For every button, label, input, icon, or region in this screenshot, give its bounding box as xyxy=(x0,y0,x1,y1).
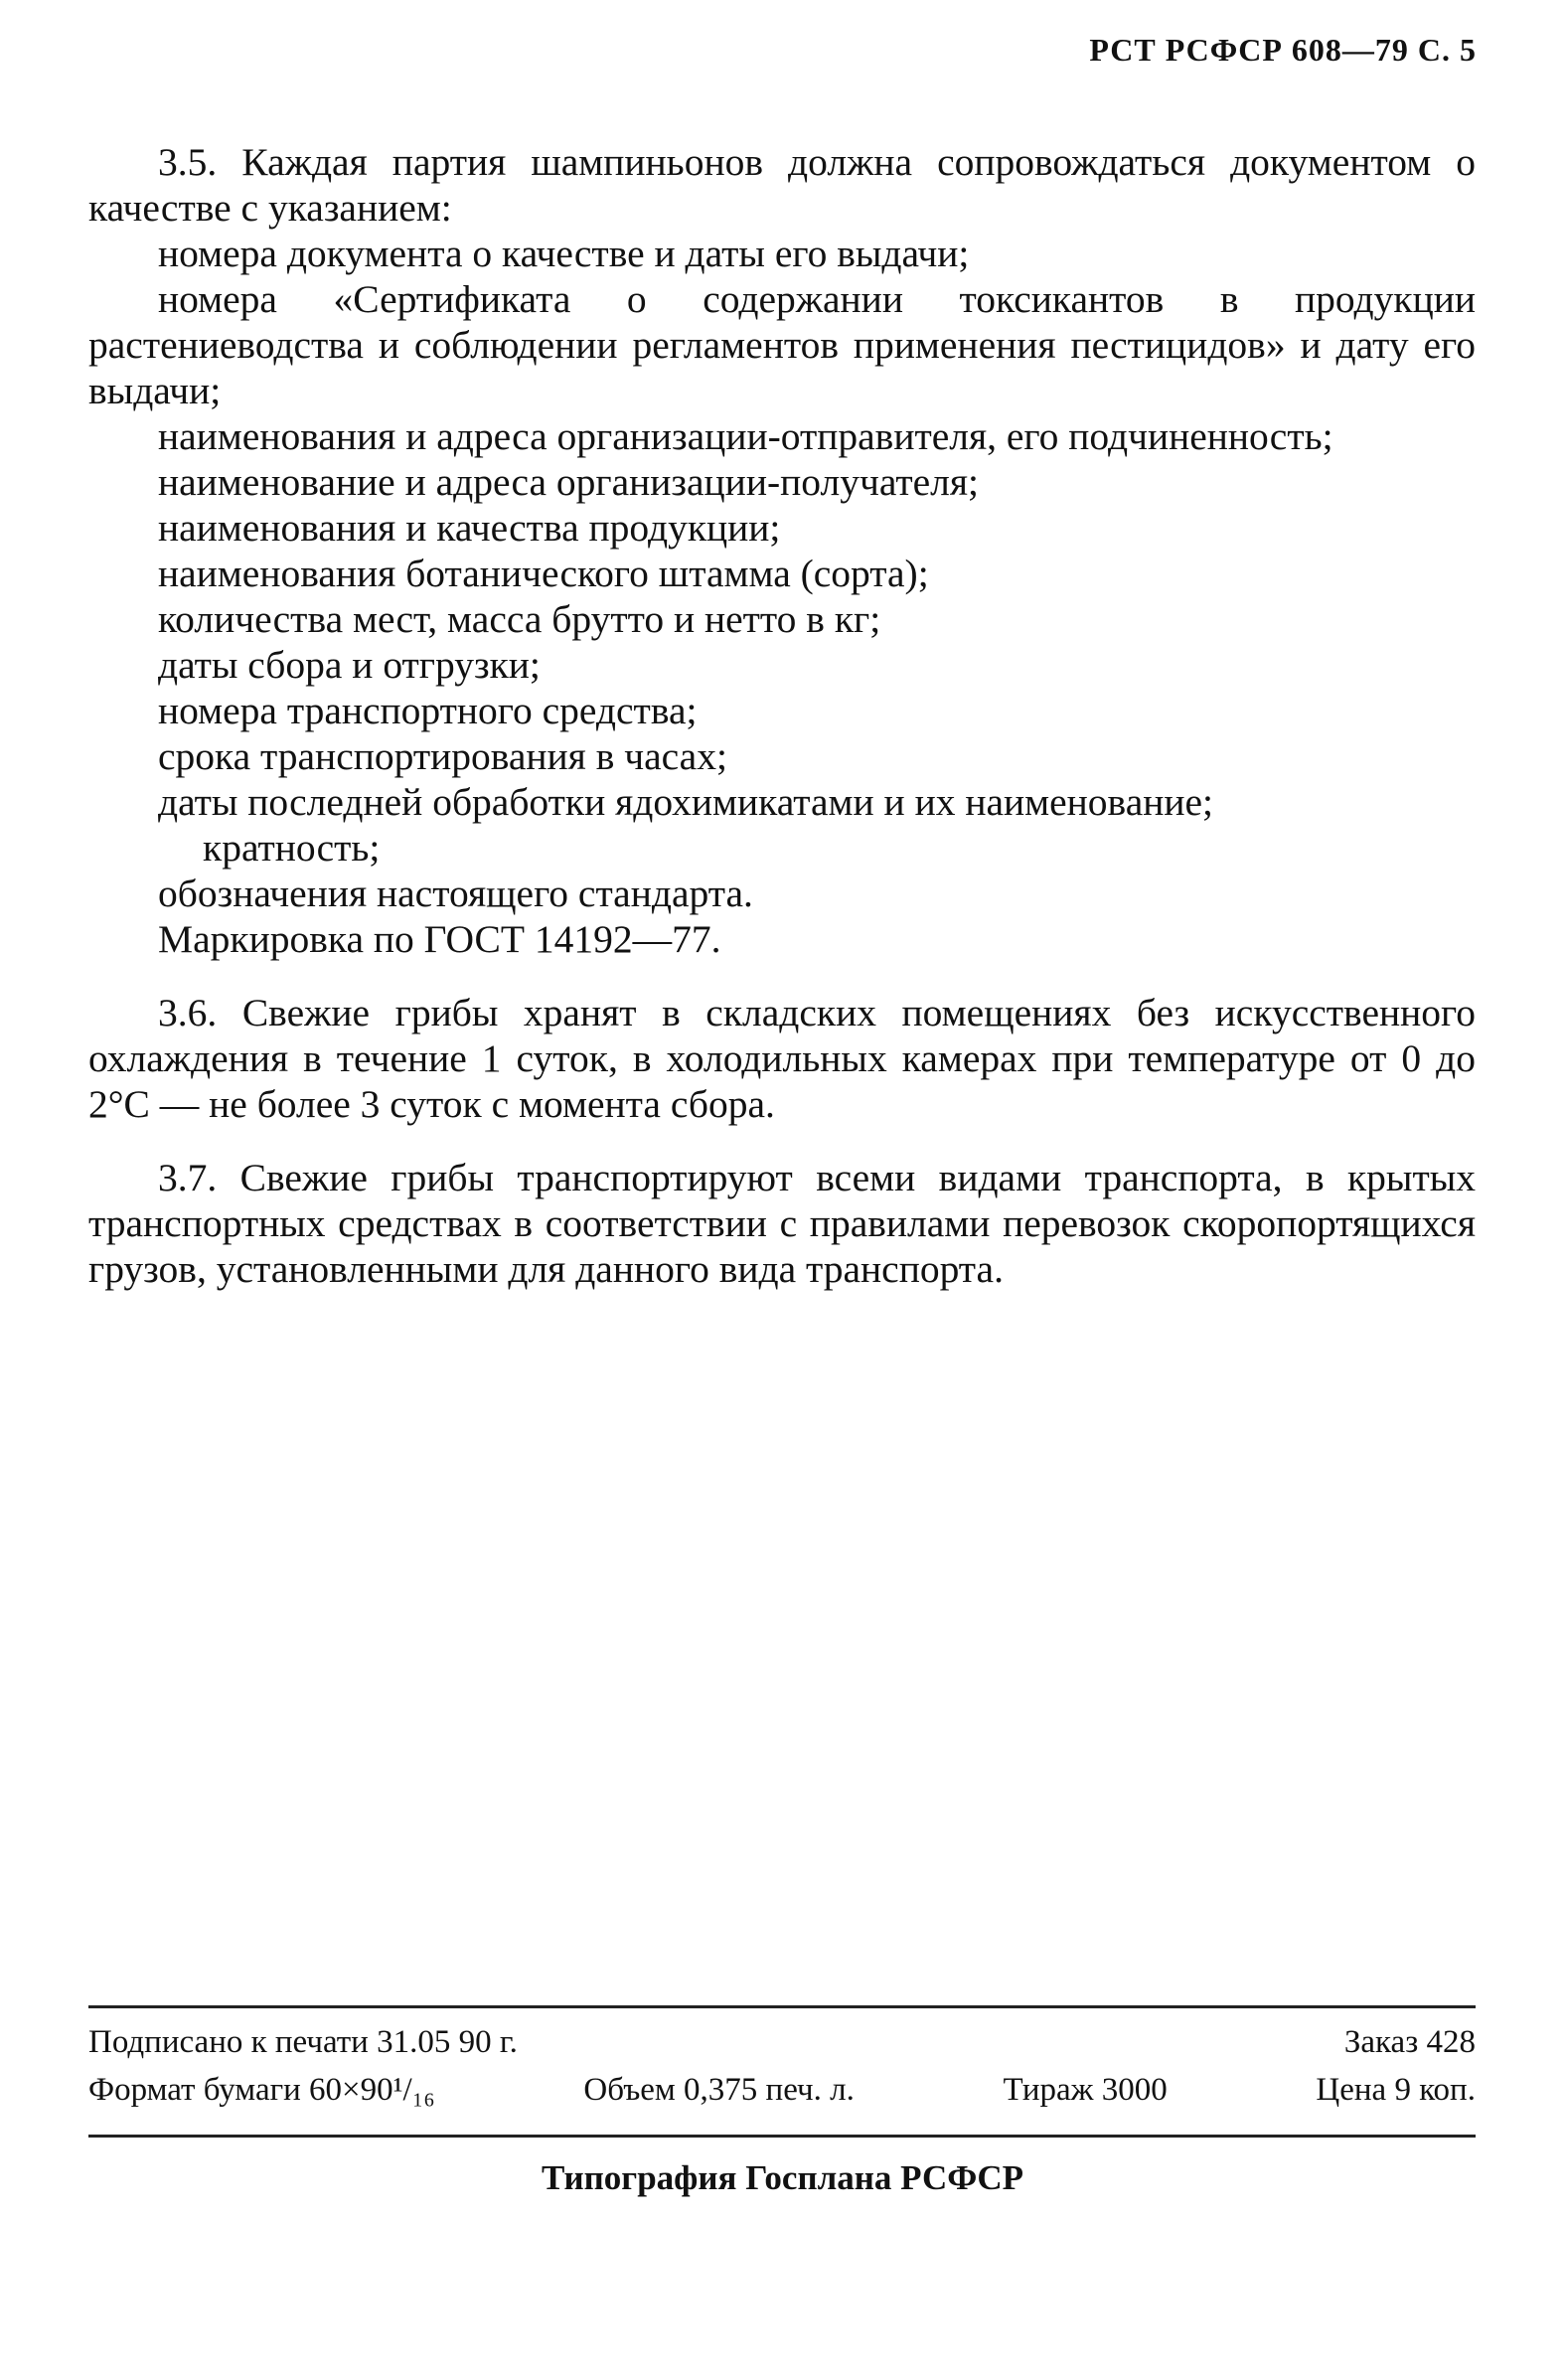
imprint-block xyxy=(88,2022,1476,2110)
list-item: номера транспортного средства; xyxy=(158,689,698,732)
imprint-bottom-rule xyxy=(88,2135,1476,2138)
list-item: даты последней обработки ядохимикатами и их наименование; xyxy=(158,780,1214,824)
list-item: наименование и адреса организации-получателя; xyxy=(158,460,979,504)
imprint-signed: Подписано к печати 31.05 90 г. xyxy=(88,2024,518,2060)
imprint-format: Формат бумаги 60×90¹/₁₆ xyxy=(88,2072,435,2108)
paragraph-3-7: 3.7. Свежие грибы транспортируют всеми видами транспорта, в крытых транспортных средствах в соответствии с правилами перевозок скоропортящихся грузов, установленными для данного вида транспорта. xyxy=(88,1156,1476,1291)
imprint-run: Тираж 3000 xyxy=(1003,2072,1168,2108)
paragraph-3-6: 3.6. Свежие грибы хранят в складских помещениях без искусственного охлаждения в течение 1 суток, в холодильных камерах при температуре от 0 до 2°С — не более 3 суток с момента сбора. xyxy=(88,991,1476,1126)
paragraph-3-5-intro: 3.5. Каждая партия шампиньонов должна сопровождаться документом о качестве с указанием: xyxy=(88,140,1476,230)
list-item: обозначения настоящего стандарта. xyxy=(158,872,753,915)
list-item: номера документа о качестве и даты его выдачи; xyxy=(158,232,970,275)
list-item: срока транспортирования в часах; xyxy=(158,734,727,778)
page-header: РСТ РСФСР 608—79 С. 5 xyxy=(1089,32,1477,68)
imprint-row-2 xyxy=(88,2070,1476,2110)
imprint-row-1 xyxy=(88,2022,1476,2062)
imprint-price: Цена 9 коп. xyxy=(1316,2072,1476,2108)
imprint-volume: Объем 0,375 печ. л. xyxy=(583,2072,855,2108)
main-text xyxy=(88,139,1476,1292)
list-item: номера «Сертификата о содержании токсикантов в продукции растениеводства и соблюдении регламентов применения пестицидов» и дату его выдачи; xyxy=(88,277,1476,412)
list-item: даты сбора и отгрузки; xyxy=(158,643,541,687)
marking-line: Маркировка по ГОСТ 14192—77. xyxy=(158,917,721,961)
imprint-top-rule xyxy=(88,2005,1476,2008)
list-item: количества мест, масса брутто и нетто в кг; xyxy=(158,597,881,641)
list-item: наименования ботанического штамма (сорта); xyxy=(158,552,929,595)
list-item: наименования и качества продукции; xyxy=(158,506,781,550)
list-item: кратность; xyxy=(203,826,381,870)
printer-name: Типография Госплана РСФСР xyxy=(542,2158,1023,2197)
list-item: наименования и адреса организации-отправителя, его подчиненность; xyxy=(158,414,1333,458)
imprint-order: Заказ 428 xyxy=(1343,2024,1476,2060)
